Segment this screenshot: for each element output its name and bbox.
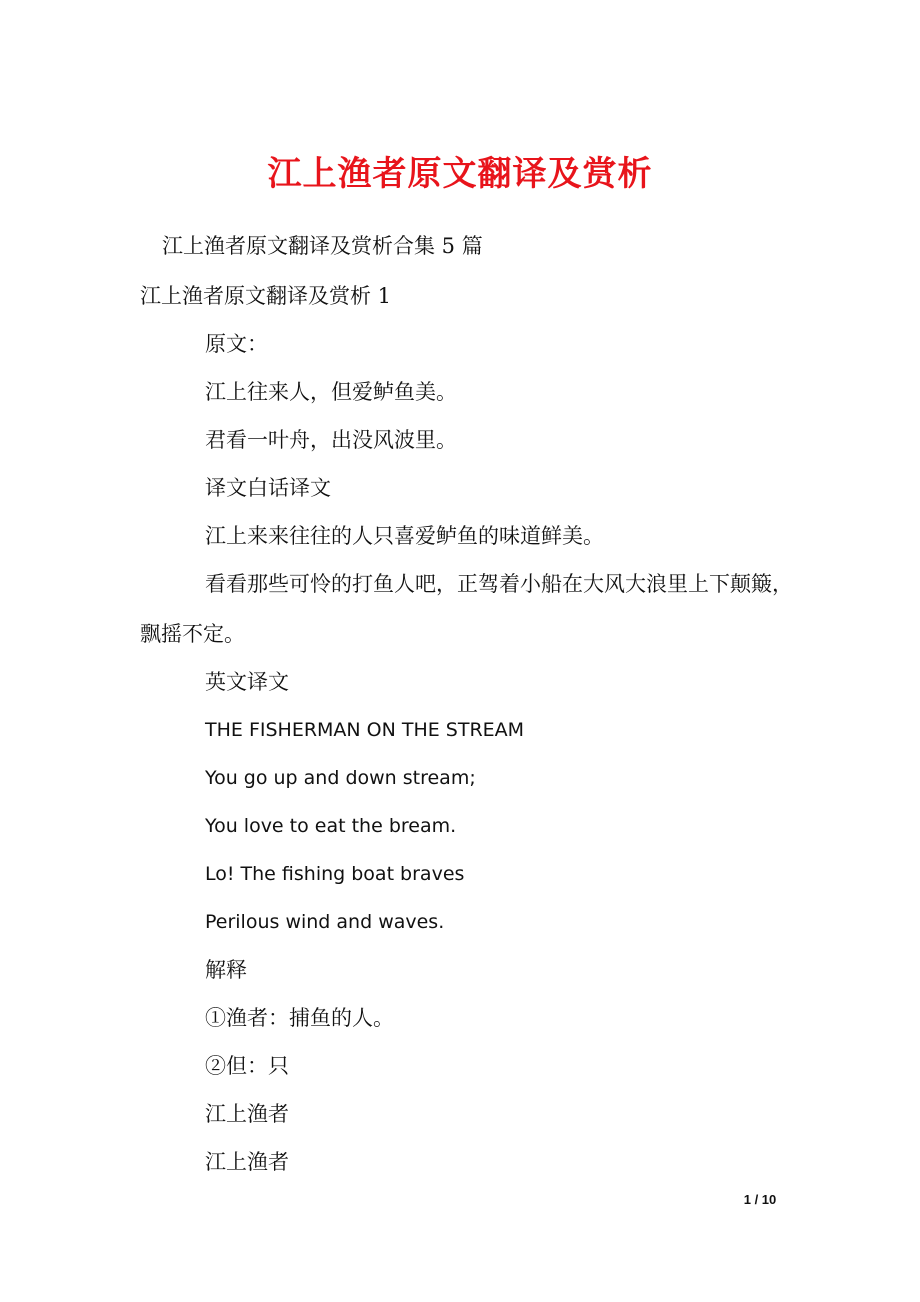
english-translation-label: 英文译文 <box>205 670 289 694</box>
english-line-3: Lo! The fishing boat braves <box>205 863 465 885</box>
note-1: ①渔者：捕鱼的人。 <box>205 1006 394 1030</box>
poem-title-line: 江上渔者 <box>205 1102 289 1126</box>
collection-heading: 江上渔者原文翻译及赏析合集 5 篇 <box>162 234 483 258</box>
english-line-2: You love to eat the bream. <box>205 815 457 837</box>
english-title: THE FISHERMAN ON THE STREAM <box>205 719 525 741</box>
translation-label: 译文白话译文 <box>205 476 331 500</box>
page-number: 1 / 10 <box>743 1192 777 1207</box>
poem-title-line-repeat: 江上渔者 <box>205 1150 289 1174</box>
english-line-4: Perilous wind and waves. <box>205 911 445 933</box>
poem-line-1: 江上往来人，但爱鲈鱼美。 <box>205 380 457 404</box>
translation-line-2-continued: 飘摇不定。 <box>140 622 245 646</box>
document-title: 江上渔者原文翻译及赏析 <box>267 154 653 194</box>
english-line-1: You go up and down stream; <box>205 767 476 789</box>
original-label: 原文： <box>205 332 268 356</box>
translation-line-1: 江上来来往往的人只喜爱鲈鱼的味道鲜美。 <box>205 524 604 548</box>
section-heading: 江上渔者原文翻译及赏析 1 <box>140 284 392 308</box>
notes-label: 解释 <box>205 958 247 982</box>
translation-line-2: 看看那些可怜的打鱼人吧，正驾着小船在大风大浪里上下颠簸， <box>205 572 793 596</box>
poem-line-2: 君看一叶舟，出没风波里。 <box>205 428 457 452</box>
note-2: ②但：只 <box>205 1054 289 1078</box>
